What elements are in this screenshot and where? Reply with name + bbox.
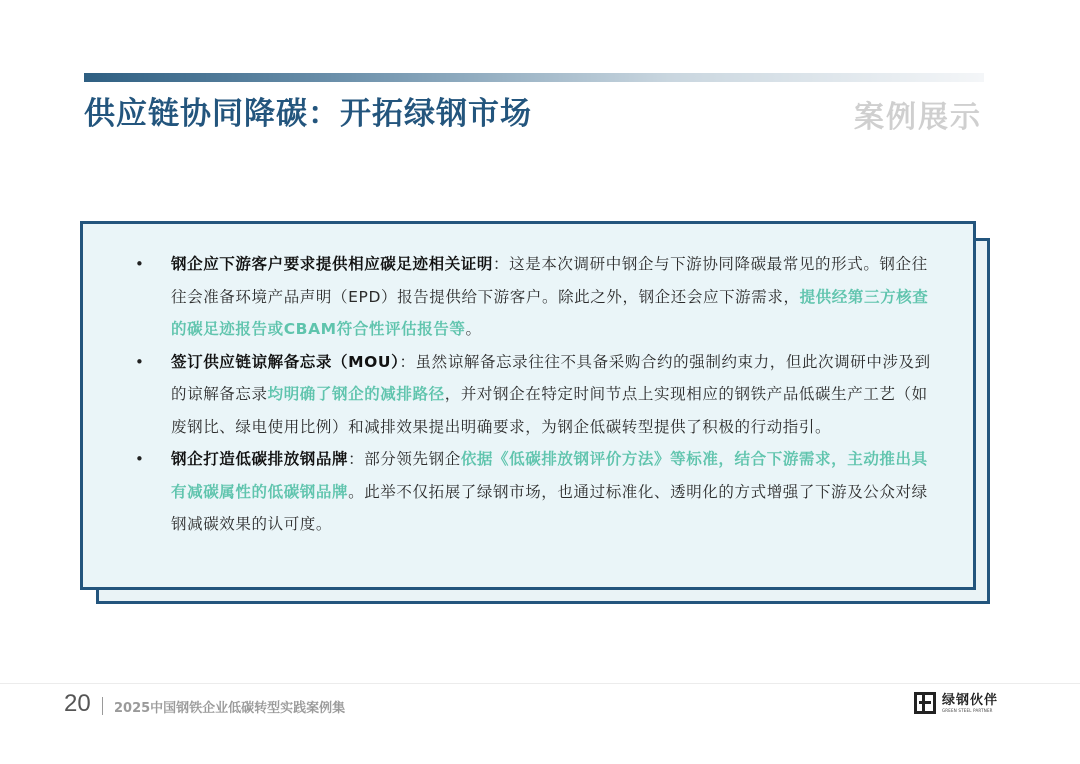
list-item [135,346,935,444]
item-text: ：虽然谅解备忘录往往不具备采购合约的强制约束力，但此次调研中涉及到的谅解备忘录 [171,352,931,403]
report-title: 2025中国钢铁企业低碳转型实践案例集 [114,701,346,716]
list-item [135,248,935,346]
footer-separator [102,697,103,715]
bullet-icon: • [135,352,145,371]
item-lead: 签订供应链谅解备忘录（MOU） [171,352,400,371]
list-item [135,443,935,541]
item-text-end: ，并对钢企在特定时间节点上实现相应的钢铁产品低碳生产工艺（如废钢比、绿电使用比例）和减排效果提出明确要求，为钢企低碳转型提供了积极的行动指引。 [171,385,928,436]
item-text-end: 。 [465,320,482,338]
page-number: 20 [64,690,91,717]
bullet-list [135,248,935,541]
item-text: ：这是本次调研中钢企与下游协同降碳最常见的形式。钢企往往会准备环境产品声明（EPD）报告提供给下游客户。除此之外，钢企还会应下游需求， [171,255,928,306]
item-lead: 钢企打造低碳排放钢品牌 [171,450,349,468]
page-title: 供应链协同降碳：开拓绿钢市场 [84,96,532,132]
logo-text [942,694,998,713]
logo-name-en: GREEN STEEL PARTNER [942,707,993,713]
section-tag: 案例展示 [854,100,982,135]
item-lead: 钢企应下游客户要求提供相应碳足迹相关证明 [171,255,494,273]
item-highlight: 提供经第三方核查的碳足迹报告或CBAM符合性评估报告等 [171,287,929,338]
logo-mark-icon [914,692,936,714]
content-card [80,221,976,590]
bullet-icon: • [135,450,145,468]
footer-divider-line [0,683,1080,684]
header-gradient-bar [84,73,984,82]
brand-logo [914,692,998,714]
item-text: ：部分领先钢企 [348,450,461,468]
item-text-end: 。此举不仅拓展了绿钢市场，也通过标准化、透明化的方式增强了下游及公众对绿钢减碳效果的认可度。 [171,482,928,533]
bullet-icon: • [135,255,145,273]
item-highlight: 均明确了钢企的减排路径 [267,385,445,403]
logo-name-cn: 绿钢伙伴 [942,692,999,708]
item-highlight: 依据《低碳排放钢评价方法》等标准，结合下游需求，主动推出具有减碳属性的低碳钢品牌 [171,450,928,501]
